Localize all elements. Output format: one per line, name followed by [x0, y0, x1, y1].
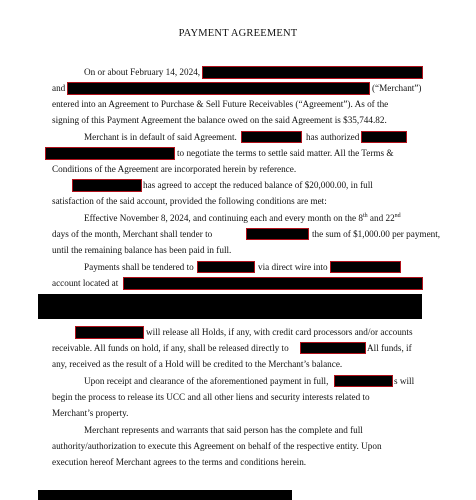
redaction-box: [72, 179, 142, 192]
text-line: Merchant represents and warrants that said person has the complete and full: [84, 425, 363, 435]
text-line: signing of this Payment Agreement the balance owed on the said Agreement is $35,744.82.: [52, 115, 387, 125]
text-line: On or about February 14, 2024,: [84, 67, 201, 77]
redaction-box: [38, 294, 422, 319]
text-line: will release all Holds, if any, with credit card processors and/or accounts: [146, 327, 413, 337]
text-line-part: and 22: [367, 213, 395, 223]
text-line: receivable. All funds on hold, if any, shall be released directly to: [52, 343, 289, 353]
redaction-box: [197, 261, 255, 273]
text-line: Merchant is in default of said Agreement.: [84, 132, 237, 142]
text-line: satisfaction of the said account, provided the following conditions are met:: [52, 196, 327, 206]
text-line: Upon receipt and clearance of the aforementioned payment in full,: [84, 376, 329, 386]
text-line: has agreed to accept the reduced balance of $20,000.00, in full: [143, 180, 373, 190]
redaction-box: [300, 342, 366, 354]
text-line: the sum of $1,000.00 per payment,: [312, 229, 441, 239]
text-line: authority/authorization to execute this Agreement on behalf of the respective entity. Upon: [52, 441, 382, 451]
redaction-box: [241, 131, 302, 143]
redaction-box: [334, 375, 393, 387]
text-line: [84, 212, 401, 224]
text-line-part: Effective November 8, 2024, and continuing each and every month on the 8: [84, 213, 363, 223]
text-line: any, received as the result of a Hold will be credited to the Merchant’s balance.: [52, 359, 343, 369]
text-line: Conditions of the Agreement are incorporated herein by reference.: [52, 164, 297, 174]
text-line: (“Merchant”): [372, 83, 422, 93]
text-line: to negotiate the terms to settle said matter. All the Terms &: [177, 148, 394, 158]
superscript: th: [362, 212, 368, 219]
redaction-box: [202, 66, 423, 79]
text-line: begin the process to release its UCC and all other liens and security interests related to: [52, 392, 370, 402]
text-line: and: [52, 83, 66, 93]
redaction-box: [361, 131, 407, 143]
redaction-box: [45, 147, 175, 160]
text-line: via direct wire into: [258, 262, 328, 272]
text-line: days of the month, Merchant shall tender to: [52, 229, 213, 239]
text-line: execution hereof Merchant agrees to the terms and conditions herein.: [52, 457, 307, 467]
redaction-box: [330, 261, 401, 273]
text-line: until the remaining balance has been paid in full.: [52, 245, 232, 255]
text-line: account located at: [52, 278, 119, 288]
text-line: s will: [394, 376, 415, 386]
redaction-box: [75, 326, 144, 339]
text-line: has authorized: [306, 132, 360, 142]
redaction-box: [38, 490, 292, 500]
document-title: PAYMENT AGREEMENT: [178, 28, 298, 39]
superscript: nd: [394, 212, 401, 219]
redaction-box: [67, 82, 370, 95]
text-line: All funds, if: [367, 343, 412, 353]
redaction-box: [123, 277, 423, 290]
redaction-box: [246, 228, 309, 240]
text-line: Payments shall be tendered to: [84, 262, 194, 272]
text-line: entered into an Agreement to Purchase & Sell Future Receivables (“Agreement”). As of the: [52, 99, 389, 109]
text-line: Merchant’s property.: [52, 408, 129, 418]
